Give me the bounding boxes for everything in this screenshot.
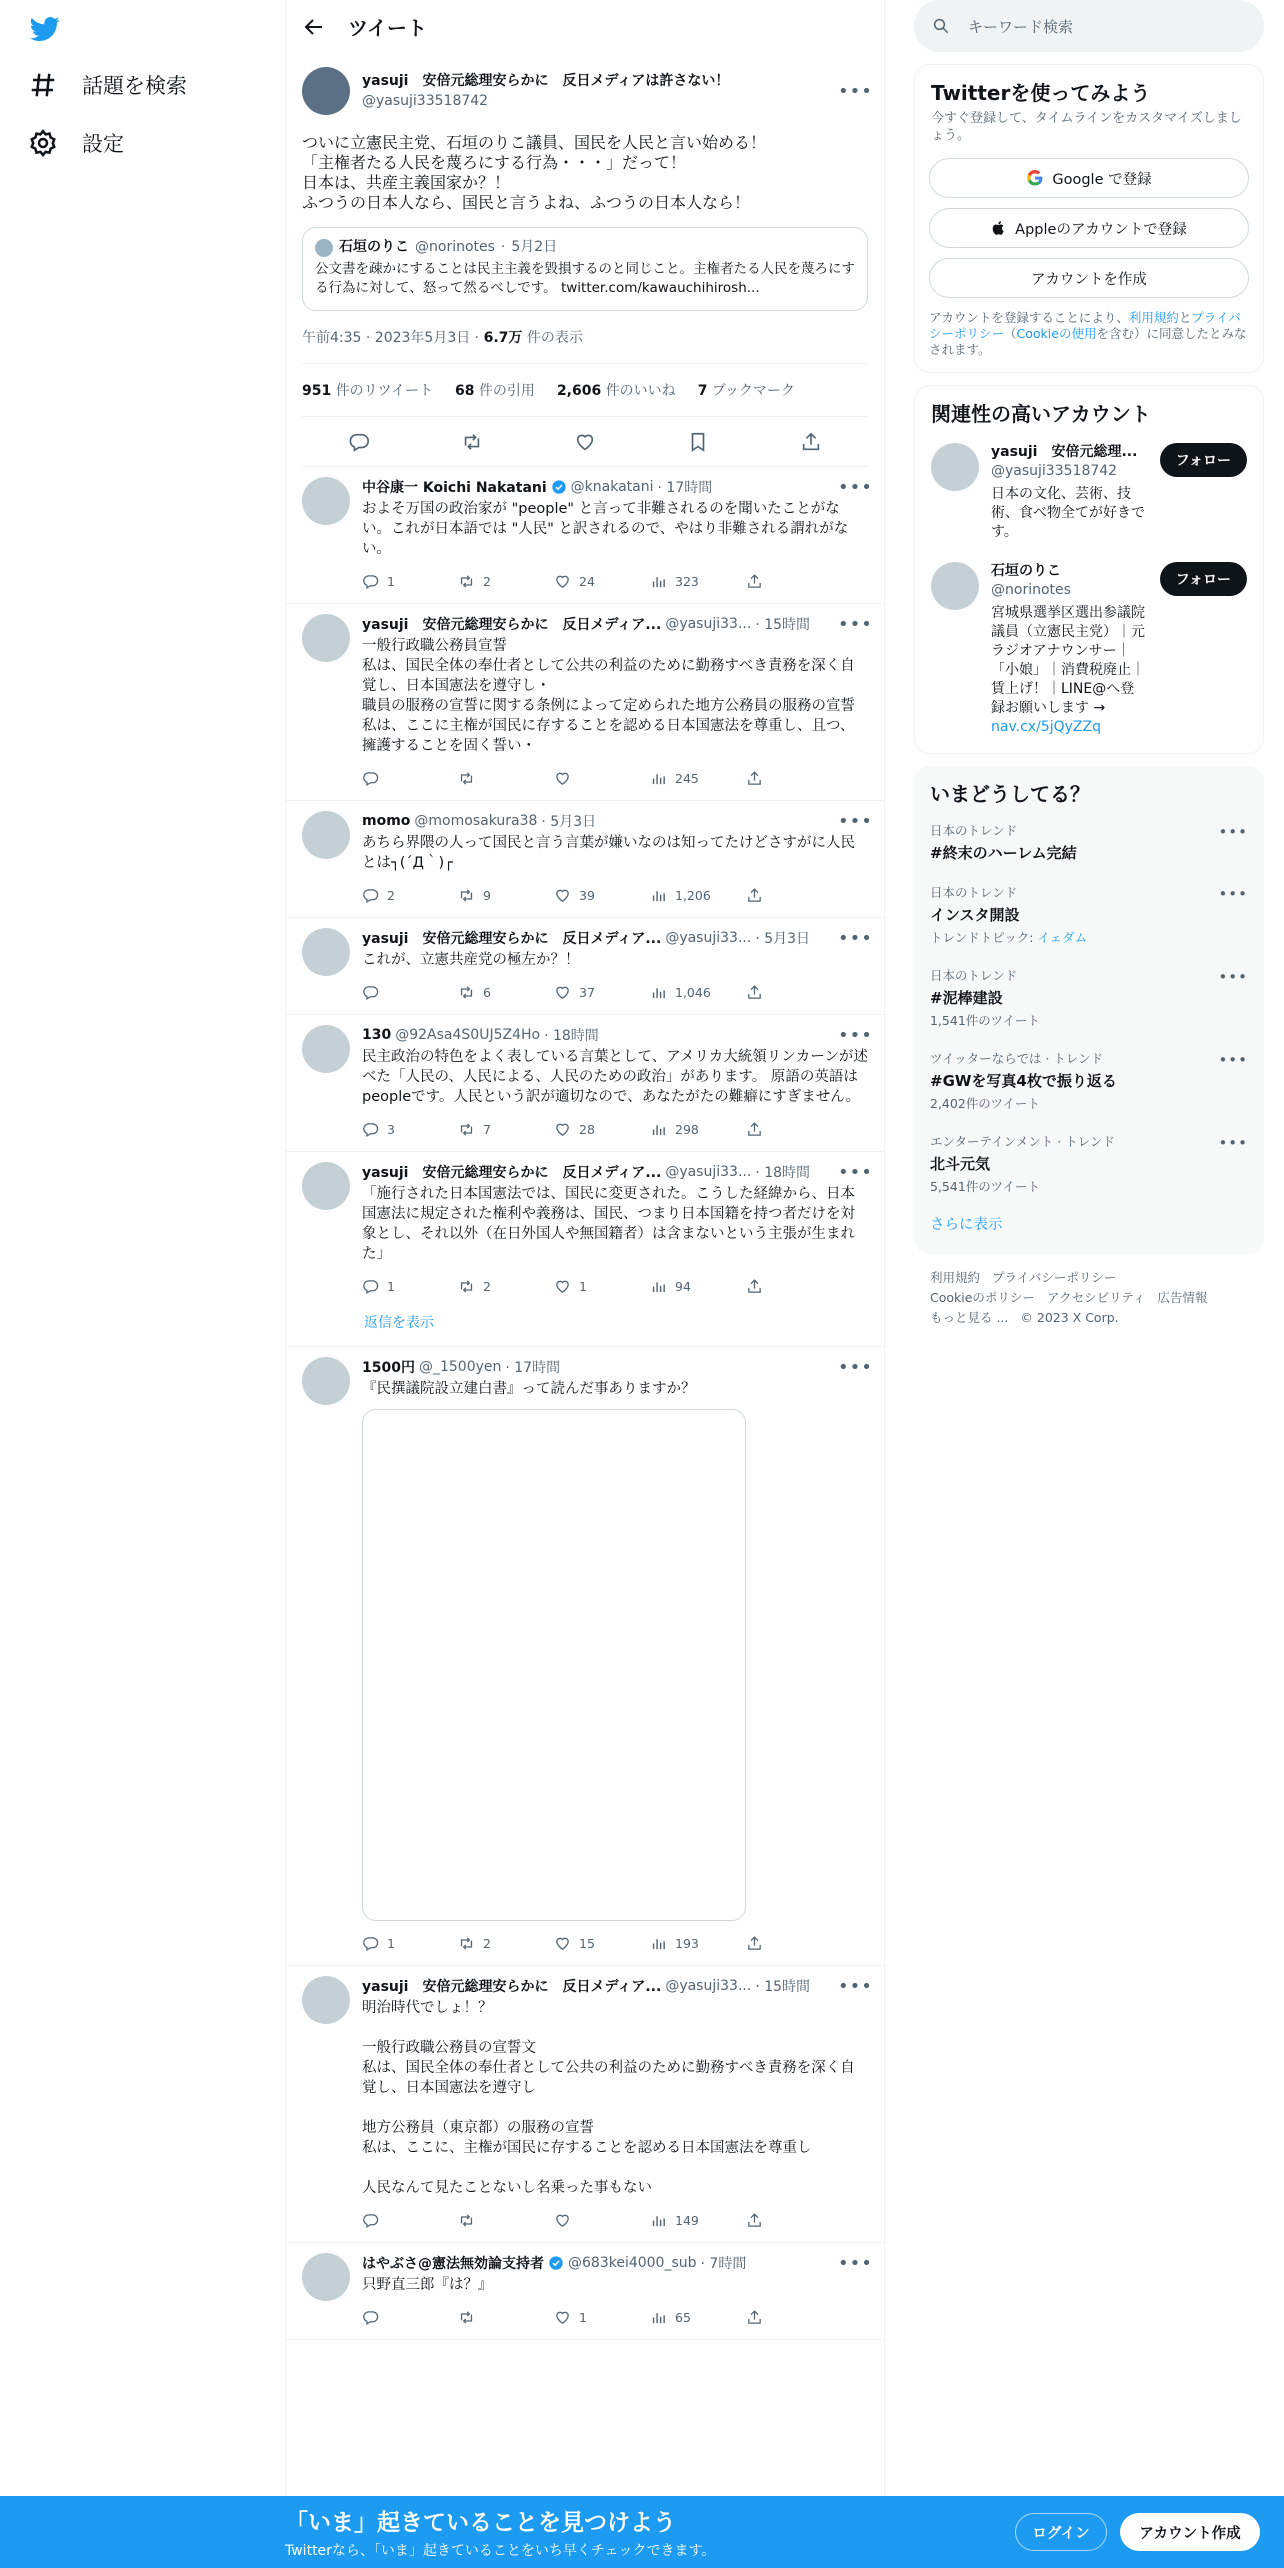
tweet-stats xyxy=(302,364,868,417)
like-button-icon xyxy=(554,1121,571,1138)
share-icon xyxy=(746,1935,763,1952)
verified-badge-icon xyxy=(548,2255,564,2271)
reply-author-name[interactable]: yasuji 安倍元総理安らかに 反日メディア... xyxy=(362,1165,662,1181)
trend-item[interactable] xyxy=(914,1039,1264,1122)
retweet-stat[interactable]: 951 件のリツイート xyxy=(302,383,433,399)
reply-button-icon xyxy=(362,770,379,787)
like-icon[interactable] xyxy=(574,431,596,453)
follow-button[interactable]: フォロー xyxy=(1160,443,1247,477)
views-button-icon xyxy=(650,887,667,904)
share-icon xyxy=(746,1278,763,1295)
views-button-icon xyxy=(650,2309,667,2326)
retweet-button[interactable]: 2 xyxy=(458,573,554,590)
retweet-button-icon xyxy=(458,573,475,590)
footer-link[interactable]: アクセシビリティ xyxy=(1046,1290,1146,1305)
avatar[interactable] xyxy=(302,1025,350,1073)
trend-category: 日本のトレンド xyxy=(930,823,1018,838)
nav-settings-label: 設定 xyxy=(82,132,124,156)
retweet-button-icon xyxy=(458,984,475,1001)
reply-author-name[interactable]: 130 xyxy=(362,1027,392,1043)
footer-link[interactable]: Cookieのポリシー xyxy=(930,1290,1035,1305)
trend-name: インスタ開設 xyxy=(930,906,1020,924)
reply-author-handle[interactable]: @momosakura38 xyxy=(414,813,538,829)
trend-name: #終末のハーレム完結 xyxy=(930,844,1077,862)
share-button[interactable] xyxy=(746,770,842,787)
main-column xyxy=(285,0,885,2568)
trend-name: 北斗元気 xyxy=(930,1155,991,1173)
bookmark-icon[interactable] xyxy=(687,431,709,453)
reply-time[interactable]: · 5月3日 xyxy=(541,814,597,830)
reply-tweet[interactable] xyxy=(286,1152,884,1308)
like-button-icon xyxy=(554,1278,571,1295)
quote-avatar xyxy=(315,239,333,257)
share-button[interactable] xyxy=(746,1935,842,1952)
like-button-icon xyxy=(554,984,571,1001)
quote-tweet[interactable]: 石垣のりこ @norinotes · 5月2日 公文書を疎かにすることは民主主義を毀損するのと同じこと。主権者たる人民を蔑ろにする行為に対して、怒って然るべしです。 twitter.com/kawauchihirosh... xyxy=(302,227,868,311)
views-button[interactable]: 193 xyxy=(650,1935,746,1952)
quote-author-name: 石垣のりこ xyxy=(339,239,409,255)
related-account-handle[interactable]: @norinotes xyxy=(991,582,1071,598)
search-placeholder: キーワード検索 xyxy=(968,17,1074,36)
views-button-icon xyxy=(650,2212,667,2229)
trend-name: #GWを写真4枚で振り返る xyxy=(930,1072,1117,1090)
like-button-icon xyxy=(554,2212,571,2229)
apple-signup-button[interactable] xyxy=(929,208,1249,248)
share-icon xyxy=(746,887,763,904)
reply-time[interactable]: · 17時間 xyxy=(505,1360,561,1376)
reply-author-name[interactable]: はやぶさ@憲法無効論支持者 xyxy=(362,2256,544,2272)
reply-text: 「施行された日本国憲法では、国民に変更された。こうした経緯から、日本国憲法に規定された権利や義務は、国民、つまり日本国籍を持つ者だけを対象とし、それ以外（在日外国人や無国籍者）は含まないという主張が生まれた」 xyxy=(362,1186,855,1262)
views-button-icon xyxy=(650,984,667,1001)
author-name[interactable]: yasuji 安倍元総理安らかに 反日メディアは許さない！ xyxy=(362,73,730,89)
reply-author-name[interactable]: yasuji 安倍元総理安らかに 反日メディア... xyxy=(362,1979,662,1995)
reply-tweet[interactable] xyxy=(286,918,884,1015)
reply-author-handle[interactable]: @yasuji33... xyxy=(665,1978,752,1994)
author-handle[interactable]: @yasuji33518742 xyxy=(362,93,489,109)
related-account[interactable] xyxy=(915,433,1263,552)
tweet-action-bar xyxy=(302,417,868,467)
reply-button[interactable]: 3 xyxy=(362,1121,458,1138)
google-signup-label: Google で登録 xyxy=(1052,171,1152,188)
nav-explore[interactable] xyxy=(28,70,187,100)
like-button[interactable]: 1 xyxy=(554,1278,650,1295)
retweet-button-icon xyxy=(458,2309,475,2326)
signup-fine-print: アカウントを登録することにより、利用規約とプライバシーポリシー（Cookieの使用を含む）に同意したとみなされます。 xyxy=(929,310,1247,357)
reply-time[interactable]: · 5月3日 xyxy=(755,931,811,947)
retweet-button[interactable]: 2 xyxy=(458,1278,554,1295)
trend-category: エンターテインメント · トレンド xyxy=(930,1134,1115,1149)
reply-button[interactable] xyxy=(362,2309,458,2326)
create-account-button[interactable] xyxy=(929,258,1249,298)
retweet-button-icon xyxy=(458,1278,475,1295)
like-button[interactable]: 39 xyxy=(554,887,650,904)
privacy-link[interactable]: プライバシーポリシー xyxy=(929,310,1241,341)
like-button-icon xyxy=(554,2309,571,2326)
more-icon[interactable]: ••• xyxy=(1218,1134,1248,1152)
login-button[interactable]: ログイン xyxy=(1015,2513,1107,2551)
reply-button[interactable]: 2 xyxy=(362,887,458,904)
footer-link[interactable]: 利用規約 xyxy=(930,1270,981,1285)
avatar[interactable] xyxy=(302,477,350,525)
share-button[interactable] xyxy=(746,2309,842,2326)
reply-author-handle[interactable]: @yasuji33... xyxy=(665,1164,752,1180)
trends-show-more[interactable]: さらに表示 xyxy=(930,1217,1003,1233)
views-button-icon xyxy=(650,1121,667,1138)
quote-text: 公文書を疎かにすることは民主主義を毀損するのと同じこと。主権者たる人民を蔑ろにする行為に対して、怒って然るべしです。 twitter.com/kawauchihirosh... xyxy=(315,261,855,296)
trend-name: #泥棒建設 xyxy=(930,989,1003,1007)
reply-time[interactable]: · 18時間 xyxy=(755,1165,811,1181)
reply-time[interactable]: · 15時間 xyxy=(755,617,811,633)
reply-button-icon xyxy=(362,2309,379,2326)
views-button[interactable]: 1,206 xyxy=(650,887,746,904)
related-account-name[interactable]: yasuji 安倍元総理... xyxy=(991,444,1138,460)
reply-button[interactable] xyxy=(362,984,458,1001)
share-icon xyxy=(746,984,763,1001)
gear-icon xyxy=(28,128,58,158)
footer-link[interactable]: 広告情報 xyxy=(1157,1290,1208,1305)
nav-settings[interactable] xyxy=(28,128,124,158)
trends-card xyxy=(914,766,1264,1254)
more-icon[interactable]: ••• xyxy=(1218,885,1248,903)
reply-time[interactable]: · 17時間 xyxy=(657,480,713,496)
more-icon[interactable]: ••• xyxy=(838,1356,873,1378)
main-tweet xyxy=(286,53,884,467)
views-button-icon xyxy=(650,1278,667,1295)
related-list xyxy=(915,433,1263,747)
retweet-button-icon xyxy=(458,2212,475,2229)
reply-text: これが、立憲共産党の極左か？！ xyxy=(362,952,580,968)
like-button[interactable]: 24 xyxy=(554,573,650,590)
views-button-icon xyxy=(650,1935,667,1952)
retweet-button-icon xyxy=(458,1121,475,1138)
views-button-icon xyxy=(650,573,667,590)
trend-item[interactable] xyxy=(914,873,1264,956)
page-title: ツイート xyxy=(348,16,427,40)
trend-item[interactable] xyxy=(914,956,1264,1039)
reply-button[interactable]: 1 xyxy=(362,573,458,590)
signup-title: Twitterを使ってみよう xyxy=(931,81,1151,105)
share-icon xyxy=(746,1121,763,1138)
related-accounts-card xyxy=(914,385,1264,754)
avatar[interactable] xyxy=(931,443,979,491)
reply-author-name[interactable]: 1500円 xyxy=(362,1360,415,1376)
avatar[interactable] xyxy=(302,928,350,976)
reply-button[interactable] xyxy=(362,2212,458,2229)
views-button[interactable]: 298 xyxy=(650,1121,746,1138)
terms-link[interactable]: 利用規約 xyxy=(1128,310,1179,325)
reply-author-name[interactable]: 中谷康一 Koichi Nakatani xyxy=(362,480,547,496)
avatar[interactable] xyxy=(302,2253,350,2301)
retweet-button[interactable]: 7 xyxy=(458,1121,554,1138)
more-icon[interactable]: ••• xyxy=(838,1161,873,1183)
share-button[interactable] xyxy=(746,887,842,904)
like-button[interactable]: 15 xyxy=(554,1935,650,1952)
retweet-button[interactable]: 9 xyxy=(458,887,554,904)
related-title: 関連性の高いアカウント xyxy=(931,402,1151,426)
reply-author-handle[interactable]: @knakatani xyxy=(570,479,654,495)
reply-tweet[interactable] xyxy=(286,801,884,918)
more-icon[interactable]: ••• xyxy=(1218,968,1248,986)
header xyxy=(286,0,884,53)
share-button[interactable] xyxy=(746,1121,842,1138)
bookmark-stat[interactable]: 7 ブックマーク xyxy=(697,383,795,399)
signup-card xyxy=(914,64,1264,373)
nav-explore-label: 話題を検索 xyxy=(82,74,187,98)
more-icon[interactable]: ••• xyxy=(838,1975,873,1997)
banner-title: 「いま」起きていることを見つけよう xyxy=(285,2510,676,2536)
search-input[interactable] xyxy=(914,0,1264,52)
reply-tweet[interactable] xyxy=(286,1347,884,1966)
create-account-label: アカウントを作成 xyxy=(1031,271,1147,288)
quote-author-handle: @norinotes xyxy=(415,239,495,255)
reply-text: 『民撰議院設立建白書』って読んだ事ありますか？ xyxy=(362,1381,696,1397)
views-button-icon xyxy=(650,770,667,787)
retweet-button[interactable] xyxy=(458,2309,554,2326)
share-icon[interactable] xyxy=(800,431,822,453)
reply-text: 一般行政職公務員宣誓 私は、国民全体の奉仕者として公共の利益のために勤務すべき責務を深く自覚し、日本国憲法を遵守し・ 職員の服務の宣誓に関する条例によって定められた地方公務員の服務の宣誓 私は、ここに主権が国民に存することを認める日本国憲法を尊重し、且つ、擁護することを固く誓い・ xyxy=(362,638,855,754)
reply-button[interactable]: 1 xyxy=(362,1278,458,1295)
twitter-logo-icon[interactable] xyxy=(28,14,62,44)
like-button-icon xyxy=(554,1935,571,1952)
signup-banner xyxy=(0,2496,1284,2568)
reply-text: 民主政治の特色をよく表している言葉として、アメリカ大統領リンカーンが述べた「人民の、人民による、人民のための政治」があります。 原語の英語はpeopleです。人民という訳が適切なので、あなたがたの難癖にすぎません。 xyxy=(362,1049,868,1105)
trend-category: 日本のトレンド xyxy=(930,968,1018,983)
reply-text: およそ万国の政治家が "people" と言って非難されるのを聞いたことがない。これが日本語では "人民" と訳されるので、やはり非難される謂れがない。 xyxy=(362,501,849,557)
trends-list xyxy=(914,811,1264,1205)
like-stat[interactable]: 2,606 件のいいね xyxy=(556,383,676,399)
trend-extra: 5,541件のツイート xyxy=(930,1179,1040,1194)
reply-button-icon xyxy=(362,887,379,904)
footer-links xyxy=(914,1254,1264,1342)
like-button[interactable] xyxy=(554,770,650,787)
share-icon xyxy=(746,2212,763,2229)
avatar[interactable] xyxy=(931,562,979,610)
show-replies-link[interactable]: 返信を表示 xyxy=(286,1308,884,1347)
reply-author-name[interactable]: yasuji 安倍元総理安らかに 反日メディア... xyxy=(362,617,662,633)
cookie-link[interactable]: Cookieの使用 xyxy=(1016,326,1097,341)
reply-button-icon xyxy=(362,2212,379,2229)
reply-author-handle[interactable]: @683kei4000_sub xyxy=(568,2255,697,2271)
share-icon xyxy=(746,2309,763,2326)
share-button[interactable] xyxy=(746,2212,842,2229)
related-account-bio: 日本の文化、芸術、技術、食べ物全てが好きです。 xyxy=(991,486,1145,540)
footer-link: © 2023 X Corp. xyxy=(1020,1310,1119,1325)
avatar[interactable] xyxy=(302,614,350,662)
avatar[interactable] xyxy=(302,67,350,115)
reply-button[interactable] xyxy=(362,770,458,787)
reply-text: あちら界隈の人って国民と言う言葉が嫌いなのは知ってたけどさすがに人民とは┐(´Д｀)┌ xyxy=(362,835,855,871)
retweet-button-icon xyxy=(458,1935,475,1952)
reply-tweet[interactable] xyxy=(286,1015,884,1152)
share-icon xyxy=(746,770,763,787)
more-icon[interactable]: ••• xyxy=(838,1024,873,1046)
related-account-bio: 宮城県選挙区選出参議院議員（立憲民主党）｜元ラジオアナウンサー｜「小娘」｜消費税廃止｜賃上げ！｜LINE@へ登録お願いします → xyxy=(991,605,1145,716)
more-icon[interactable]: ••• xyxy=(838,810,873,832)
more-icon[interactable]: ••• xyxy=(1218,1051,1248,1069)
share-button[interactable] xyxy=(746,984,842,1001)
reply-button[interactable]: 1 xyxy=(362,1935,458,1952)
trend-item[interactable] xyxy=(914,1122,1264,1205)
like-button-icon xyxy=(554,770,571,787)
right-sidebar xyxy=(914,0,1264,1342)
views-button[interactable]: 245 xyxy=(650,770,746,787)
reply-button-icon xyxy=(362,573,379,590)
back-arrow-icon[interactable] xyxy=(302,15,326,39)
views-button[interactable]: 94 xyxy=(650,1278,746,1295)
more-icon[interactable]: ••• xyxy=(838,476,873,498)
avatar[interactable] xyxy=(302,1357,350,1405)
retweet-icon[interactable] xyxy=(461,431,483,453)
reply-author-name[interactable]: momo xyxy=(362,813,411,829)
like-button[interactable]: 1 xyxy=(554,2309,650,2326)
trend-category: ツイッターならでは · トレンド xyxy=(930,1051,1104,1066)
trend-extra: 1,541件のツイート xyxy=(930,1013,1040,1028)
google-icon xyxy=(1026,169,1044,187)
like-button-icon xyxy=(554,887,571,904)
retweet-button[interactable] xyxy=(458,770,554,787)
reply-button-icon xyxy=(362,1278,379,1295)
reply-button-icon xyxy=(362,1935,379,1952)
trend-extra: トレンドトピック: イェダム xyxy=(930,930,1088,945)
tweet-meta xyxy=(302,327,868,364)
reply-author-handle[interactable]: @92Asa4S0UJ5Z4Ho xyxy=(395,1027,541,1043)
like-button[interactable]: 28 xyxy=(554,1121,650,1138)
tweet-timestamp[interactable]: 午前4:35 · 2023年5月3日 · xyxy=(302,330,484,346)
reply-text: 只野直三郎『は？』 xyxy=(362,2277,493,2293)
more-icon[interactable]: ••• xyxy=(838,2252,873,2274)
footer-link[interactable]: プライバシーポリシー xyxy=(992,1270,1117,1285)
tweet-text: ついに立憲民主党、石垣のりこ議員、国民を人民と言い始める！ 「主権者たる人民を蔑ろにする行為・・・」だって！ 日本は、共産主義国家か？！ ふつうの日本人なら、国民と言うよね、ふつうの日本人なら！ xyxy=(302,133,767,212)
replies-list xyxy=(286,467,884,2340)
like-button-icon xyxy=(554,573,571,590)
retweet-button-icon xyxy=(458,887,475,904)
banner-subtitle: Twitterなら、「いま」起きていることをいち早くチェックできます。 xyxy=(285,2543,716,2559)
views-button[interactable]: 323 xyxy=(650,573,746,590)
like-button[interactable] xyxy=(554,2212,650,2229)
more-icon[interactable]: ••• xyxy=(838,613,873,635)
reply-text: 明治時代でしょ！？ 一般行政職公務員の宣誓文 私は、国民全体の奉仕者として公共の利益のために勤務すべき責務を深く自覚し、日本国憲法を遵守し 地方公務員（東京都）の服務の宣誓 私は、ここに、主権が国民に存することを認める日本国憲法を尊重し 人民なんて見たことないし名乗った事もない xyxy=(362,2000,855,2196)
view-label: 件の表示 xyxy=(522,330,583,346)
apple-icon xyxy=(991,219,1007,237)
retweet-button[interactable]: 6 xyxy=(458,984,554,1001)
reply-time[interactable]: · 7時間 xyxy=(700,2256,747,2272)
retweet-button[interactable] xyxy=(458,2212,554,2229)
trends-title: いまどうしてる？ xyxy=(930,782,1090,806)
reply-author-handle[interactable]: @yasuji33... xyxy=(665,616,752,632)
avatar[interactable] xyxy=(302,811,350,859)
quote-date: 5月2日 xyxy=(511,239,558,255)
reply-time[interactable]: · 18時間 xyxy=(544,1028,599,1044)
views-button[interactable]: 149 xyxy=(650,2212,746,2229)
verified-badge-icon xyxy=(551,479,567,495)
share-button[interactable] xyxy=(746,1278,842,1295)
footer-link[interactable]: もっと見る ... xyxy=(930,1310,1009,1325)
reply-tweet[interactable] xyxy=(286,2243,884,2340)
more-icon[interactable]: ••• xyxy=(1218,823,1248,841)
related-account-link[interactable]: nav.cx/5jQyZZq xyxy=(991,719,1101,735)
signup-button[interactable]: アカウント作成 xyxy=(1120,2513,1260,2551)
signup-subtitle: 今すぐ登録して、タイムラインをカスタマイズしましょう。 xyxy=(931,111,1242,143)
like-button[interactable]: 37 xyxy=(554,984,650,1001)
reply-author-name[interactable]: yasuji 安倍元総理安らかに 反日メディア... xyxy=(362,931,662,947)
google-signup-button[interactable] xyxy=(929,158,1249,198)
share-button[interactable] xyxy=(746,573,842,590)
more-icon[interactable]: ••• xyxy=(838,80,873,102)
trend-extra: 2,402件のツイート xyxy=(930,1096,1040,1111)
left-nav xyxy=(0,0,284,2568)
search-icon xyxy=(932,17,950,35)
reply-author-handle[interactable]: @_1500yen xyxy=(418,1359,502,1375)
share-icon xyxy=(746,573,763,590)
view-count: 6.7万 xyxy=(483,330,523,346)
follow-button[interactable]: フォロー xyxy=(1160,562,1247,596)
retweet-button-icon xyxy=(458,770,475,787)
avatar[interactable] xyxy=(302,1162,350,1210)
views-button[interactable]: 65 xyxy=(650,2309,746,2326)
reply-tweet[interactable] xyxy=(286,604,884,801)
hashtag-icon xyxy=(28,70,58,100)
apple-signup-label: Appleのアカウントで登録 xyxy=(1015,221,1187,238)
trend-item[interactable] xyxy=(914,811,1264,873)
reply-tweet[interactable] xyxy=(286,467,884,604)
reply-button-icon xyxy=(362,1121,379,1138)
related-account-handle[interactable]: @yasuji33518742 xyxy=(991,463,1118,479)
more-icon[interactable]: ••• xyxy=(838,927,873,949)
reply-time[interactable]: · 15時間 xyxy=(755,1979,811,1995)
related-account-name[interactable]: 石垣のりこ xyxy=(991,563,1061,579)
reply-author-handle[interactable]: @yasuji33... xyxy=(665,930,752,946)
reply-tweet[interactable] xyxy=(286,1966,884,2243)
quote-stat[interactable]: 68 件の引用 xyxy=(455,383,535,399)
tweet-image[interactable] xyxy=(362,1409,746,1921)
avatar[interactable] xyxy=(302,1976,350,2024)
related-account[interactable] xyxy=(915,552,1263,747)
reply-button-icon xyxy=(362,984,379,1001)
reply-icon[interactable] xyxy=(348,431,370,453)
retweet-button[interactable]: 2 xyxy=(458,1935,554,1952)
views-button[interactable]: 1,046 xyxy=(650,984,746,1001)
trend-category: 日本のトレンド xyxy=(930,885,1018,900)
